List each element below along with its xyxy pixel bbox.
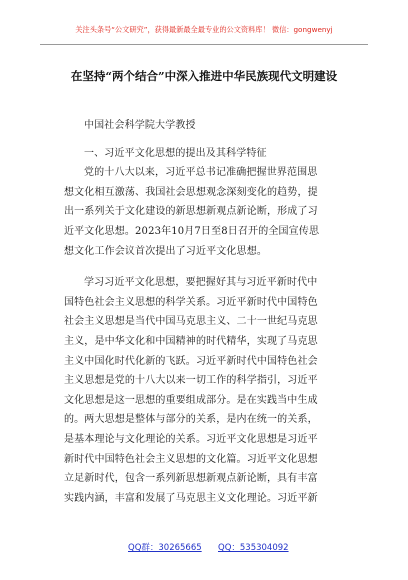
paragraph-line: 想文化相互激荡、我国社会思想观念深刻变化的趋势，提 bbox=[64, 186, 318, 198]
document-title: 在坚持“两个结合”中深入推进中华民族现代文明建设 bbox=[70, 69, 338, 83]
paragraph-line: 主义，是中华文化和中国精神的时代精华，实现了马克思 bbox=[64, 335, 318, 347]
paragraph-line: 是基本理论与文化理论的关系。习近平文化思想是习近平 bbox=[64, 433, 318, 445]
paragraph-line: 学习习近平文化思想，要把握好其与习近平新时代中 bbox=[84, 277, 318, 289]
header-banner: 关注头条号“公文研究”，获得最新最全最专业的公文资料库！ 微信：gongwenyj bbox=[75, 25, 333, 34]
paragraph-line: 主义中国化时代化新的飞跃。习近平新时代中国特色社会 bbox=[64, 355, 318, 367]
paragraph-line: 新时代中国特色社会主义思想的文化篇。习近平文化思想 bbox=[64, 453, 318, 465]
footer-qq-contact-link[interactable]: QQ：535304092 bbox=[218, 543, 289, 553]
header-divider bbox=[40, 44, 368, 45]
paragraph-line: 文化思想是这一思想的重要组成部分。是在实践当中生成 bbox=[64, 394, 318, 406]
author-line: 中国社会科学院大学教授 bbox=[84, 120, 196, 131]
footer-qq-group-link[interactable]: QQ群：30265665 bbox=[128, 543, 202, 553]
document-body bbox=[64, 116, 364, 508]
paragraph-line: 近平文化思想。2023年10月7日至8日召开的全国宣传思 bbox=[64, 225, 320, 237]
paragraph-line: 的。两大思想是整体与部分的关系，是内在统一的关系， bbox=[64, 414, 318, 426]
spacer bbox=[64, 261, 364, 273]
section-heading: 一、习近平文化思想的提出及其科学特征 bbox=[84, 147, 267, 159]
paragraph-line: 主义思想是党的十八大以来一切工作的科学指引，习近平 bbox=[64, 375, 318, 387]
paragraph-line: 实践内涵，丰富和发展了马克思主义文化理论。习近平新 bbox=[64, 492, 318, 504]
paragraph-line: 出一系列关于文化建设的新思想新观点新论断，形成了习 bbox=[64, 206, 318, 218]
paragraph-line: 立足新时代，包含一系列新思想新观点新论断，具有丰富 bbox=[64, 473, 318, 485]
paragraph-line: 社会主义思想是当代中国马克思主义、二十一世纪马克思 bbox=[64, 316, 318, 328]
paragraph-line: 国特色社会主义思想的科学关系。习近平新时代中国特色 bbox=[64, 296, 318, 308]
paragraph-line: 党的十八大以来，习近平总书记准确把握世界范围思 bbox=[84, 167, 318, 179]
spacer bbox=[64, 136, 364, 144]
paragraph-line: 想文化工作会议首次提出了习近平文化思想。 bbox=[64, 245, 267, 257]
